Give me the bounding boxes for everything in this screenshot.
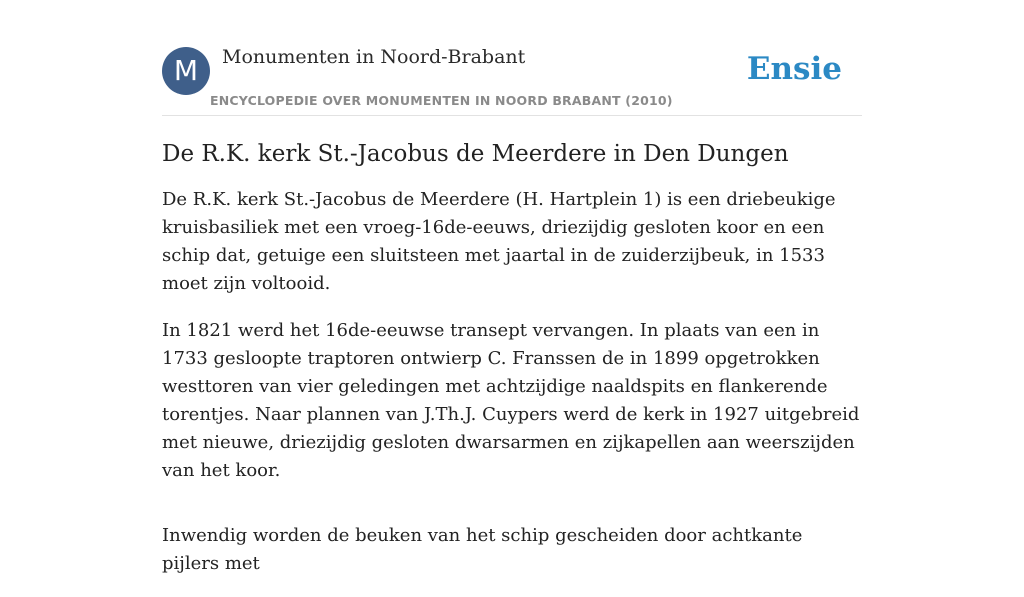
article: [162, 138, 862, 597]
source-subtitle: ENCYCLOPEDIE OVER MONUMENTEN IN NOORD BRABANT (2010): [210, 93, 673, 108]
brand-logo[interactable]: Ensie: [746, 51, 842, 87]
article-paragraph: De R.K. kerk St.-Jacobus de Meerdere (H. Hartplein 1) is een driebeukige kruisbasiliek met een vroeg-16de-eeuws, driezijdig gesloten koor en een schip dat, getuige een sluitsteen met jaartal in de zuiderzijbeuk, in 1533 moet zijn voltooid.: [162, 189, 836, 294]
source-header: [162, 46, 862, 116]
divider: [162, 115, 862, 116]
source-title[interactable]: Monumenten in Noord-Brabant: [222, 46, 526, 68]
article-paragraph: In 1821 werd het 16de-eeuwse transept vervangen. In plaats van een in 1733 gesloopte traptoren ontwierp C. Franssen de in 1899 opgetrokken westtoren van vier geledingen met achtzijdige naaldspits en flankerende torentjes. Naar plannen van J.Th.J. Cuypers werd de kerk in 1927 uitgebreid met nieuwe, driezijdig gesloten dwarsarmen en zijkapellen aan weerszijden van het koor.: [162, 320, 860, 481]
avatar[interactable]: M: [162, 47, 210, 95]
article-title: De R.K. kerk St.-Jacobus de Meerdere in Den Dungen: [162, 141, 789, 167]
article-paragraph: Inwendig worden de beuken van het schip gescheiden door achtkante pijlers met: [162, 525, 803, 574]
